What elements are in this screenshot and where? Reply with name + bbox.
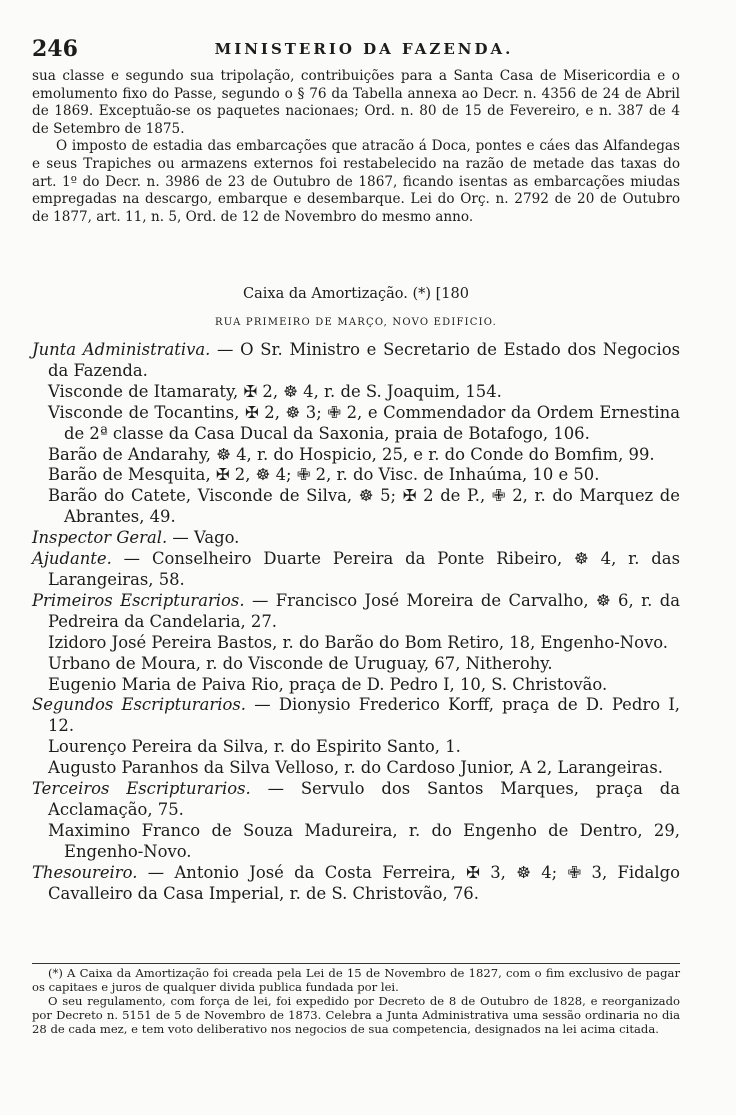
entry-text: Visconde de Tocantins, ✠ 2, ☸ 3; ✙ 2, e Commendador da Ordem Ernestina de 2ª classe da Casa Ducal da Saxonia, praia de Botafogo, 106. <box>48 402 680 443</box>
entry-role: Terceiros Escripturarios. — <box>32 779 284 799</box>
staff-entry <box>32 465 680 486</box>
entry-text: Barão do Catete, Visconde de Silva, ☸ 5; ✠ 2 de P., ✙ 2, r. do Marquez de Abrantes, 49. <box>48 486 680 527</box>
staff-entry <box>32 382 680 403</box>
entry-text: Maximino Franco de Souza Madureira, r. do Engenho de Dentro, 29, Engenho-Novo. <box>48 820 680 861</box>
paragraph: sua classe e segundo sua tripolação, contribuições para a Santa Casa de Misericordia e o emolumento fixo do Passe, segundo o § 76 da Tabella annexa ao Decr. n. 4356 de 24 de Abril de 1869. Exceptuão-se os paquetes nacionaes; Ord. n. 80 de 15 de Fevereiro, e n. 387 de 4 de Setembro de 1875. <box>32 68 680 137</box>
footnote: (*) A Caixa da Amortização foi creada pela Lei de 15 de Novembro de 1827, com o fim exclusivo de pagar os capitaes e juros de qualquer divida publica fundada por lei. <box>32 966 680 994</box>
footnote: O seu regulamento, com força de lei, foi expedido por Decreto de 8 de Outubro de 1828, e reorganizado por Decreto n. 5151 de 5 de Novembro de 1873. Celebra a Junta Administrativa uma sessão ordinaria no dia 28 de cada mez, e tem voto deliberativo nos negocios de sua competencia, designados na lei acima citada. <box>32 993 680 1036</box>
section-title: Caixa da Amortização. (*) [180 <box>243 286 469 302</box>
staff-entry <box>32 654 680 675</box>
staff-entry <box>32 675 680 696</box>
staff-entry <box>32 403 680 445</box>
entry-text: Barão de Mesquita, ✠ 2, ☸ 4; ✙ 2, r. do Visc. de Inhaúma, 10 e 50. <box>48 465 600 485</box>
footnotes <box>32 967 680 1037</box>
staff-entry <box>32 695 680 737</box>
staff-entry <box>32 863 680 905</box>
section-heading <box>32 0 680 340</box>
entry-text: Vago. <box>188 528 240 548</box>
entry-role: Thesoureiro. — <box>32 862 165 882</box>
staff-list <box>32 340 680 904</box>
entry-text: Conselheiro Duarte Pereira da Ponte Ribeiro, ☸ 4, r. das Larangeiras, 58. <box>48 549 680 589</box>
entry-role: Segundos Escripturarios. — <box>32 695 271 715</box>
entry-text: Urbano de Moura, r. do Visconde de Uruguay, 67, Nitherohy. <box>48 653 553 673</box>
staff-entry <box>32 549 680 591</box>
staff-entry <box>32 821 680 863</box>
footnote-separator <box>32 963 680 964</box>
staff-entry <box>32 528 680 549</box>
staff-entry <box>32 445 680 466</box>
staff-entry <box>32 737 680 758</box>
entry-text: Barão de Andarahy, ☸ 4, r. do Hospicio, 25, e r. do Conde do Bomfim, 99. <box>48 444 655 464</box>
entry-role: Junta Administrativa. — <box>32 340 234 359</box>
entry-role: Primeiros Escripturarios. — <box>32 590 269 610</box>
entry-text: O Sr. Ministro e Secretario de Estado dos Negocios da Fazenda. <box>48 340 680 380</box>
entry-text: Francisco José Moreira de Carvalho, ☸ 6, r. da Pedreira da Candelaria, 27. <box>48 590 681 631</box>
staff-entry <box>32 633 680 654</box>
entry-role: Inspector Geral. — <box>32 528 189 548</box>
entry-text: Antonio José da Costa Ferreira, ✠ 3, ☸ 4; ✙ 3, Fidalgo Cavalleiro da Casa Imperial, r. de S. Christovão, 76. <box>48 862 680 903</box>
staff-entry <box>32 340 680 382</box>
paragraph: O imposto de estadia das embarcações que atracão á Doca, pontes e cáes das Alfandegas e seus Trapiches ou armazens externos foi restabelecido na razão de metade das taxas do art. 1º do Decr. n. 3986 de 23 de Outubro de 1867, ficando isentas as embarcações miudas empregadas na descargo, embarque e desembarque. Lei do Orç. n. 2792 de 20 de Outubro de 1877, art. 11, n. 5, Ord. de 12 de Novembro do mesmo anno. <box>32 138 680 225</box>
staff-entry <box>32 486 680 528</box>
entry-text: Eugenio Maria de Paiva Rio, praça de D. Pedro I, 10, S. Christovão. <box>48 674 608 694</box>
staff-entry <box>32 779 680 821</box>
staff-entry <box>32 591 680 633</box>
page-number: 246 <box>32 36 78 62</box>
running-title: MINISTERIO DA FAZENDA. <box>214 40 514 58</box>
entry-text: Izidoro José Pereira Bastos, r. do Barão do Bom Retiro, 18, Engenho-Novo. <box>48 632 669 652</box>
staff-entry <box>32 758 680 779</box>
entry-text: Lourenço Pereira da Silva, r. do Espirito Santo, 1. <box>48 737 461 757</box>
entry-text: Servulo dos Santos Marques, praça da Acclamação, 75. <box>48 779 680 819</box>
entry-text: Augusto Paranhos da Silva Velloso, r. do Cardoso Junior, A 2, Larangeiras. <box>48 758 663 778</box>
entry-text: Visconde de Itamaraty, ✠ 2, ☸ 4, r. de S. Joaquim, 154. <box>48 381 502 401</box>
entry-role: Ajudante. — <box>32 549 141 569</box>
section-subtitle: RUA PRIMEIRO DE MARÇO, NOVO EDIFICIO. <box>215 317 497 328</box>
entry-text: Dionysio Frederico Korff, praça de D. Pedro I, 12. <box>48 695 681 736</box>
